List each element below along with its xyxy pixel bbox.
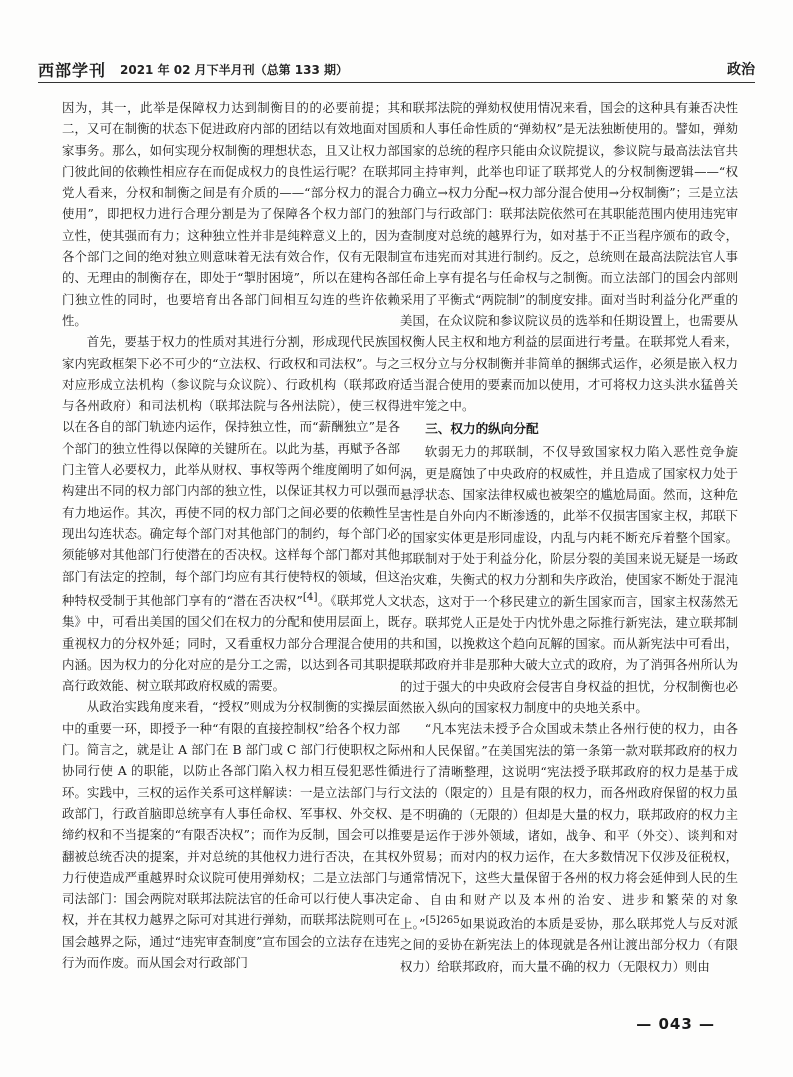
paragraph-text: 。《联邦党人文集》中，可看出美国的国父们在权力的分配和使用层面上，既重视权力的分权外延；同时，又看重权力部分合理混合使用的内涵。因为权力的分化对应的是分工之需，以达到各司其职提高行政效能、树立联邦政府权威的需要。 [62,592,400,694]
right-column [400,97,738,997]
page-number: — 043 — [636,1015,715,1033]
journal-issue-info: 2021 年 02 月下半月刊（总第 133 期） [120,63,349,77]
paragraph-text: 首先，要基于权力的性质对其进行分割，形成现代民族国家内宪政框架下必不可少的“立法权、行政权和司法权”。与之对应形成立法机构（参议院与众议院）、行政机构（联邦政府与各州政府）和司法机构（联邦法院与各州法院），使三权得以在各自的部门轨迹内运作，保持独立性，而“薪酬独立”是各个部门的独立性得以保障的关键所在。以此为基，再赋予各部门主管人必要权力，此举从财权、事权等两个维度阐明了如何构建出不同的权力部门内部的独立性，以保证其权力可以强而有力地运作。其次，再使不同的权力部门之间必要的依赖性呈现出勾连状态。确定每个部门对其他部门的制约，每个部门必须能够对其他部门行使潜在的否决权。这样每个部门都对其他部门有法定的控制，每个部门均应有其行使特权的领域，但这种特权受制于其他部门享有的“潜在否决权” [62,334,400,608]
paragraph: 和联邦法院的弹劾权使用情况来看，国会的这种具有兼否决性质和人事任命性质的“弹劾权”是无法独断使用的。譬如，弹劾国家的总统的程序只能由众议院提议，参议院与最高法法官共同主持审判，此举也印证了联邦党人的分权制衡逻辑——“权力确立→权力分配→权力部分混合使用→分权制衡”；三是立法部门与行政部门：联邦法院依然可在其职能范围内使用违宪审查制度对总统的越界行为，如对基于不正当程序颁布的政令，宣布违宪而对其进行制约。反之，总统则在最高法院法官人事任命上享有提名与任命权与之制衡。而立法部门的国会内部则采用了平衡式“两院制”的制度安排。面对当时利益分化严重的美国，在众议院和参议院议员的选举和任期设置上，也需要从权衡人民主权和地方利益的层面进行考量。在联邦党人看来，三权分立与分权制衡并非简单的捆绑式运作，必须是嵌入权力适当混合使用的要素而加以使用，才可将权力这头洪水猛兽关进牢笼之中。 [400,100,738,414]
paragraph-text: “凡本宪法未授予合众国或未禁止各州行使的权力，由各州和人民保留。”在美国宪法的第一条第一款对联邦政府的权力进行了清晰整理，这说明“宪法授予联邦政府的权力是基于成文法的（限定的）且是有限的权力，而各州政府保留的权力虽是不明确的（无限的）但却是大量的权力，联邦政府的权力主要是运作于涉外领域，诸如，战争、和平（外交）、谈判和对外贸易；而对内的权力运作，在大多数情况下仅涉及征税权，通常情况下，这些大量保留于各州的权力将会延伸到人民的生命、自由和财产以及本州的治安、进步和繁荣的对象上。” [400,721,738,932]
section-label: 政治 [727,62,755,78]
paragraph-text: 如果说政治的本质是妥协，那么联邦党人与反对派之间的妥协在新宪法上的体现就是各州让渡出部分权力（有限权力）给联邦政府，而大量不确的权力（无限权力）则由 [400,916,738,974]
journal-logo: 西部学刊 [38,61,107,80]
page-header [38,56,755,83]
section-heading: 三、权力的纵向分配 [425,421,539,437]
paragraph: 软弱无力的邦联制，不仅导致国家权力陷入恶性竞争旋涡，更是腐蚀了中央政府的权威性，并且造成了国家权力处于悬浮状态、国家法律权威也被架空的尴尬局面。然而，这种危害性是自外向内不断渗透的，此举不仅损害国家主权，邦联下的国家实体更是形同虚设，内乱与内耗不断充斥着整个国家。邦联制对于处于利益分化，阶层分裂的美国来说无疑是一场政治灾难，失衡式的权力分割和失序政治，使国家不断处于混沌状态，这对于一个移民建立的新生国家而言，国家主权荡然无存。联邦党人正是处于内忧外患之际推行新宪法，建立联邦制共和国，以挽救这个趋向瓦解的国家。而从新宪法中可看出，联邦政府并非是那种大破大立式的政府，为了消弭各州所认为的过于强大的中央政府会侵害自身权益的担忧，分权制衡也必然嵌入纵向的国家权力制度中的央地关系中。 [400,444,738,716]
paragraph: 从政治实践角度来看，“授权”则成为分权制衡的实操层面中的重要一环，即授予一种“有限的直接控制权”给各个权力部门。简言之，就是让 A 部门在 B 部门或 C 部门行使职权之际协同行使 A 的职能，以防止各部门陷入权力相互侵犯恶性循环。实践中，三权的运作关系可这样解读：一是立法部门与行政部门，行政首脑即总统享有人事任命权、军事权、外交权、缔约权和不当提案的“有限否决权”；而作为反制，国会可以推翻被总统否决的提案，并对总统的其他权力进行否决，在其权力行使造成严重越界时众议院可使用弹劾权；二是立法部门与司法部门：国会两院对联邦法院法官的任命可以行使人事决定权，并在其权力越界之际可对其进行弹劾，而联邦法院则可在国会越界之际，通过“违宪审查制度”宣布国会的立法存在违宪行为而作废。而从国会对行政部门 [62,699,400,970]
citation-ref: [4] [302,590,318,603]
paragraph [400,718,738,977]
left-column [62,97,400,997]
paragraph: 因为，其一，此举是保障权力达到制衡目的的必要前提；其二，又可在制衡的状态下促进政府内部的团结以有效地面对国家事务。那么，如何实现分权制衡的理想状态，且又让权力部门彼此间的依赖性相应存在而促成权力的良性运行呢？在联邦党人看来，分权和制衡之间是有介质的——“部分权力的混合使用”，即把权力进行合理分割是为了保障各个权力部门的独立性，使其强而有力；这种独立性并非是纯粹意义上的，因为各个部门之间的绝对独立则意味着无法有效合作，仅有无限制的、无理由的制衡存在，即处于“掣肘困境”，所以在建构各部门独立性的同时，也要培育出各部门间相互勾连的些许依赖性。 [62,100,400,328]
citation-ref: [5]265 [425,913,460,926]
paragraph [62,331,400,696]
